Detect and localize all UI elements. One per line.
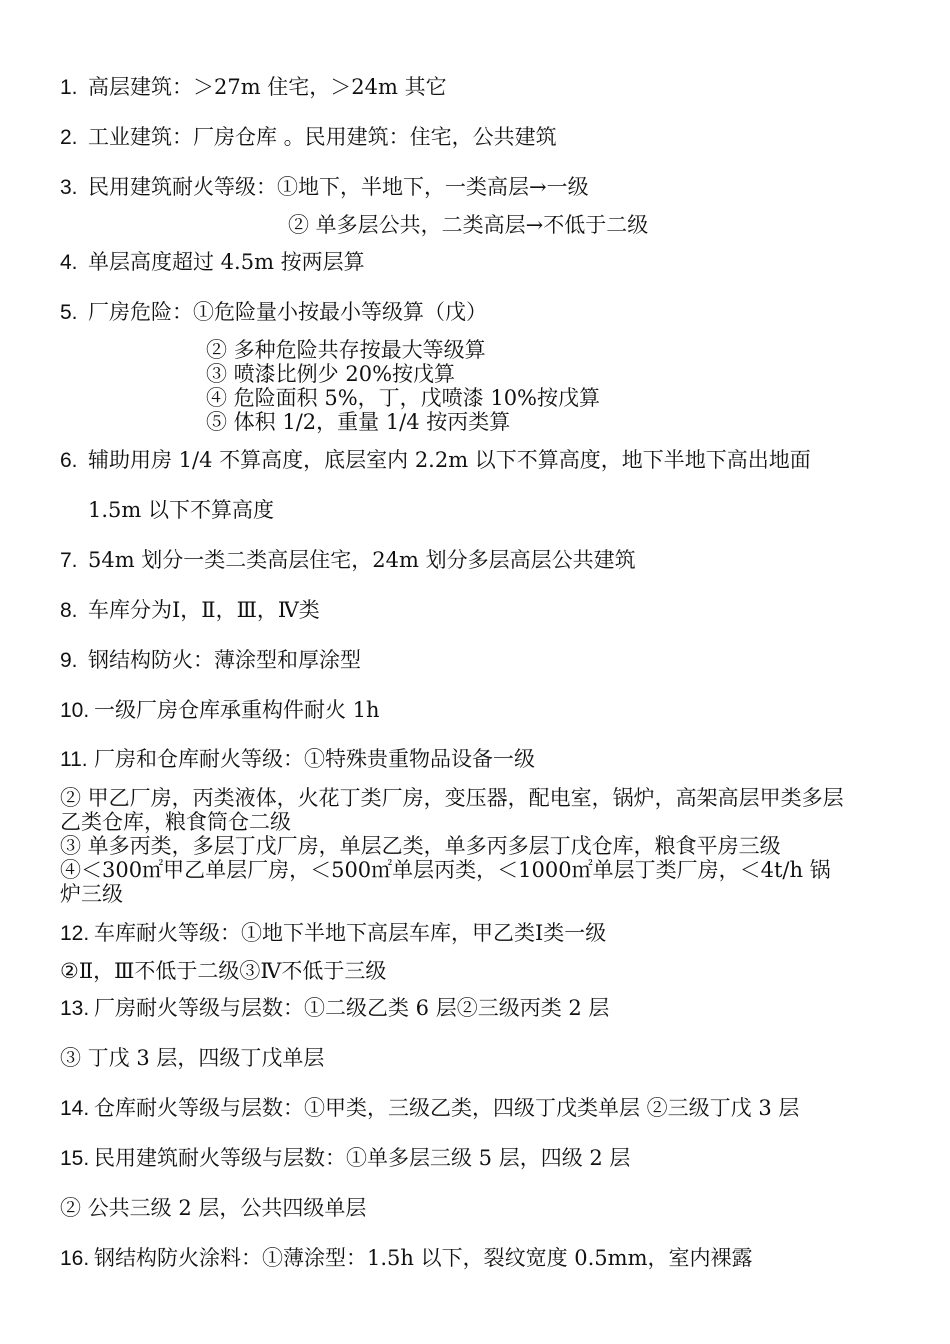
item-text: ② 甲乙厂房，丙类液体，火花丁类厂房，变压器，配电室，锅炉，高架高层甲类多层 [60,786,844,810]
list-item-continuation [206,385,600,411]
item-text: ②Ⅱ，Ⅲ不低于二级③Ⅳ不低于三级 [60,959,387,983]
item-text: 一级厂房仓库承重构件耐火 1h [94,698,380,722]
list-item-continuation [88,497,274,523]
item-number: 7. [60,549,78,572]
list-item-continuation [60,809,291,835]
list-item [60,1245,753,1272]
list-item-continuation [60,881,123,907]
item-number: 8. [60,599,78,622]
list-item-continuation [60,857,831,883]
item-text: 民用建筑耐火等级与层数：①单多层三级 5 层，四级 2 层 [94,1146,631,1170]
item-text: 仓库耐火等级与层数：①甲类，三级乙类，四级丁戊类单层 ②三级丁戊 3 层 [94,1096,800,1120]
list-item [60,647,361,674]
item-number: 15. [60,1147,90,1170]
list-item [60,1145,630,1172]
list-item-continuation [206,337,486,363]
list-item-continuation [288,212,648,238]
item-text: ② 公共三级 2 层，公共四级单层 [60,1196,367,1220]
list-item [60,299,487,326]
item-number: 13. [60,997,90,1020]
list-item-continuation [206,409,510,435]
list-item-continuation [60,958,386,984]
item-text: ④ 危险面积 5%，丁，戊喷漆 10%按戊算 [206,386,601,410]
list-item [60,174,589,201]
list-item-continuation [60,1045,324,1071]
item-number: 6. [60,449,78,472]
item-number: 14. [60,1097,90,1120]
item-text: 单层高度超过 4.5m 按两层算 [88,250,365,274]
item-text: 钢结构防火涂料：①薄涂型：1.5h 以下，裂纹宽度 0.5mm，室内裸露 [94,1246,753,1270]
item-text: 钢结构防火：薄涂型和厚涂型 [88,648,361,672]
item-text: 1.5m 以下不算高度 [88,498,274,522]
item-text: 高层建筑：＞27m 住宅，＞24m 其它 [88,75,447,99]
item-text: 厂房危险：①危险量小按最小等级算（戊） [88,300,487,324]
item-number: 5. [60,301,78,324]
item-text: 工业建筑：厂房仓库 。民用建筑：住宅，公共建筑 [88,125,557,149]
item-text: ⑤ 体积 1/2，重量 1/4 按丙类算 [206,410,511,434]
item-number: 3. [60,176,78,199]
list-item [60,249,365,276]
list-item-continuation [60,833,781,859]
list-item [60,547,636,574]
item-number: 11. [60,748,88,771]
list-item-continuation [206,361,455,387]
list-item [60,746,535,773]
list-item [60,995,609,1022]
item-text: 车库分为Ⅰ，Ⅱ，Ⅲ，Ⅳ类 [88,598,320,622]
item-number: 1. [60,76,78,99]
list-item [60,920,606,947]
list-item [60,1095,799,1122]
item-text: 车库耐火等级：①地下半地下高层车库，甲乙类Ⅰ类一级 [94,921,607,945]
list-item [60,697,380,724]
item-text: ③ 丁戊 3 层，四级丁戊单层 [60,1046,325,1070]
item-number: 10. [60,699,90,722]
list-item [60,124,557,151]
item-number: 9. [60,649,78,672]
item-text: ③ 单多丙类，多层丁戊厂房，单层乙类，单多丙多层丁戊仓库，粮食平房三级 [60,834,781,858]
item-number: 2. [60,126,78,149]
item-text: ③ 喷漆比例少 20%按戊算 [206,362,456,386]
item-text: ② 单多层公共，二类高层→不低于二级 [288,213,649,237]
item-text: 厂房耐火等级与层数：①二级乙类 6 层②三级丙类 2 层 [94,996,610,1020]
item-text: 民用建筑耐火等级：①地下，半地下，一类高层→一级 [88,175,589,199]
list-item-continuation [60,785,844,811]
item-number: 16. [60,1247,90,1270]
item-text: 乙类仓库，粮食筒仓二级 [60,810,291,834]
item-number: 4. [60,251,78,274]
list-item [60,447,811,474]
item-number: 12. [60,922,90,945]
list-item-continuation [60,1195,366,1221]
item-text: ② 多种危险共存按最大等级算 [206,338,486,362]
list-item [60,74,447,101]
item-text: 54m 划分一类二类高层住宅，24m 划分多层高层公共建筑 [88,548,636,572]
item-text: 炉三级 [60,882,123,906]
item-text: ④＜300㎡甲乙单层厂房，＜500㎡单层丙类，＜1000㎡单层丁类厂房，＜4t/h 锅 [60,858,831,882]
item-text: 厂房和仓库耐火等级：①特殊贵重物品设备一级 [94,747,535,771]
list-item [60,597,320,624]
item-text: 辅助用房 1/4 不算高度，底层室内 2.2m 以下不算高度，地下半地下高出地面 [88,448,811,472]
